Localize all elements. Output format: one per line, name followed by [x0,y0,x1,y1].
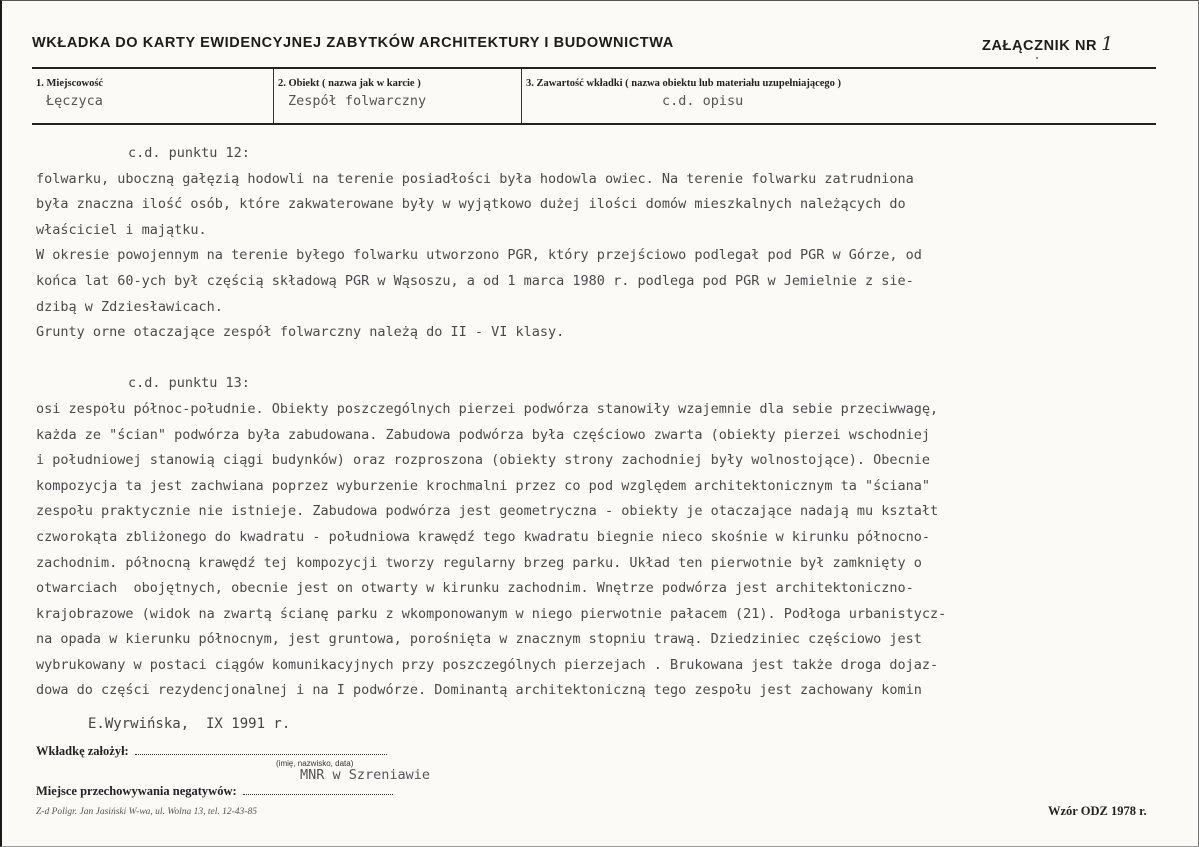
form-model: Wzór ODZ 1978 r. [1048,804,1147,818]
field-contents-value: c.d. opisu [662,93,744,109]
created-by-row [36,744,387,759]
storage-value: MNR w Szreniawie [300,767,431,783]
section-gap [36,346,1166,372]
field-contents-label: 3. Zawartość wkładki ( nazwa obiektu lub materiału uzupełniającego ) [526,78,842,89]
section-12-line: folwarku, uboczną gałęzią hodowli na terenie posiadłości była hodowla owiec. Na terenie folwarku zatrudniona [36,170,914,187]
field-locality [32,69,273,123]
section-13-line: wybrukowany w postaci ciągów komunikacyjnych przy poszczególnych pierzejach . Brukowana jest także droga dojaz- [36,656,939,673]
page-title: WKŁADKA DO KARTY EWIDENCYJNEJ ZABYTKÓW ARCHITEKTURY I BUDOWNICTWA [32,35,674,51]
field-object [273,69,521,123]
annex-label [982,33,1114,55]
section-13-line: zespołu praktycznie nie istnieje. Zabudowa podwórza jest geometryczna - obiekty je otaczające nadają mu kształt [36,503,939,520]
section-13-line: i południowej stanowią ciągi budynków) oraz rozproszona (obiekty strony zachodniej były wolnostojące). Obecnie [36,452,931,469]
section-12-line: właściciel i majątku. [36,221,207,238]
storage-dotted-line [243,784,393,795]
section-13-line: na opada w kierunku północnym, jest gruntowa, porośnięta w znacznym stopniu trawą. Dziedziniec częściowo jest [36,631,922,648]
section-13-line: dowa do części rezydencjonalnej i na I podwórze. Dominantą architektoniczną tego zespołu jest zachowany komin [36,682,922,699]
storage-label: Miejsce przechowywania negatywów: [36,784,237,798]
annex-number: 1 [1101,33,1114,55]
storage-row [36,784,393,799]
section-13-line: czworokąta zbliżonego do kwadratu - południowa krawędź tego kwadratu biegnie nieco skośnie w kirunku północno- [36,528,931,545]
section-12-line: Grunty orne otaczające zespół folwarczny należą do II - VI klasy. [36,324,565,341]
section-13-line: osi zespołu północ-południe. Obiekty poszczególnych pierzei podwórza stanowiły wzajemnie dla sebie przeciwwagę, [36,400,939,417]
section-13-heading: c.d. punktu 13: [128,375,250,392]
description-body [36,141,1166,704]
section-12-line: była znaczna ilość osób, które zakwaterowane były w wyjątkowo dużej ilości domów mieszkalnych należących do [36,196,906,213]
section-13-line: zachodnim. północną krawędź tej kompozycji tworzy regularny brzeg parku. Układ ten pierwotnie był zamknięty o [36,554,922,571]
section-13-line: każda ze "ścian" podwórza była zabudowana. Zabudowa podwórza była częściowo zwarta (obiekty pierzei wschodniej [36,426,931,443]
annex-label-text: ZAŁĄCZNIK NR [982,38,1098,54]
header-fields [32,67,1156,125]
field-locality-label: 1. Miejscowość [36,78,104,89]
section-13-line: krajobrazowe (widok na zwartą ścianę parku z wkomponowanym w niego pierwotnie pałacem (21). Podłoga urbanistycz- [36,605,947,622]
created-by-hint: (imię, nazwisko, data) [276,759,354,768]
field-contents [521,69,1156,123]
created-by-dotted-line [135,744,387,755]
section-12-heading: c.d. punktu 12: [128,145,250,161]
field-locality-value: Łęczyca [46,93,103,109]
author-line: E.Wyrwińska, IX 1991 r. [88,716,291,732]
field-object-label: 2. Obiekt ( nazwa jak w karcie ) [278,78,421,89]
section-13-line: otwarciach obojętnych, obecnie jest on otwarty w kirunku zachodnim. Wnętrze podwórza jest architektoniczno- [36,580,914,597]
section-13-line: kompozycja ta jest zachwiana poprzez wyburzenie krochmalni przez co pod względem architektonicznym ta "ściana" [36,477,931,494]
section-12-line: dzibą w Zdziesławicach. [36,298,223,315]
printer-imprint: Z-d Poligr. Jan Jasiński W-wa, ul. Wolna 13, tel. 12-43-85 [36,807,257,817]
created-by-label: Wkładkę założył: [36,744,129,758]
field-object-value: Zespół folwarczny [288,93,427,109]
section-12-line: W okresie powojennym na terenie byłego folwarku utworzono PGR, który przejściowo podlegał pod PGR w Górze, od [36,247,922,264]
section-12-line: końca lat 60-ych był częścią składową PGR w Wąsoszu, a od 1 marca 1980 r. podlega pod PGR w Jemielnie z sie- [36,272,914,289]
paper-speck [1036,57,1038,59]
